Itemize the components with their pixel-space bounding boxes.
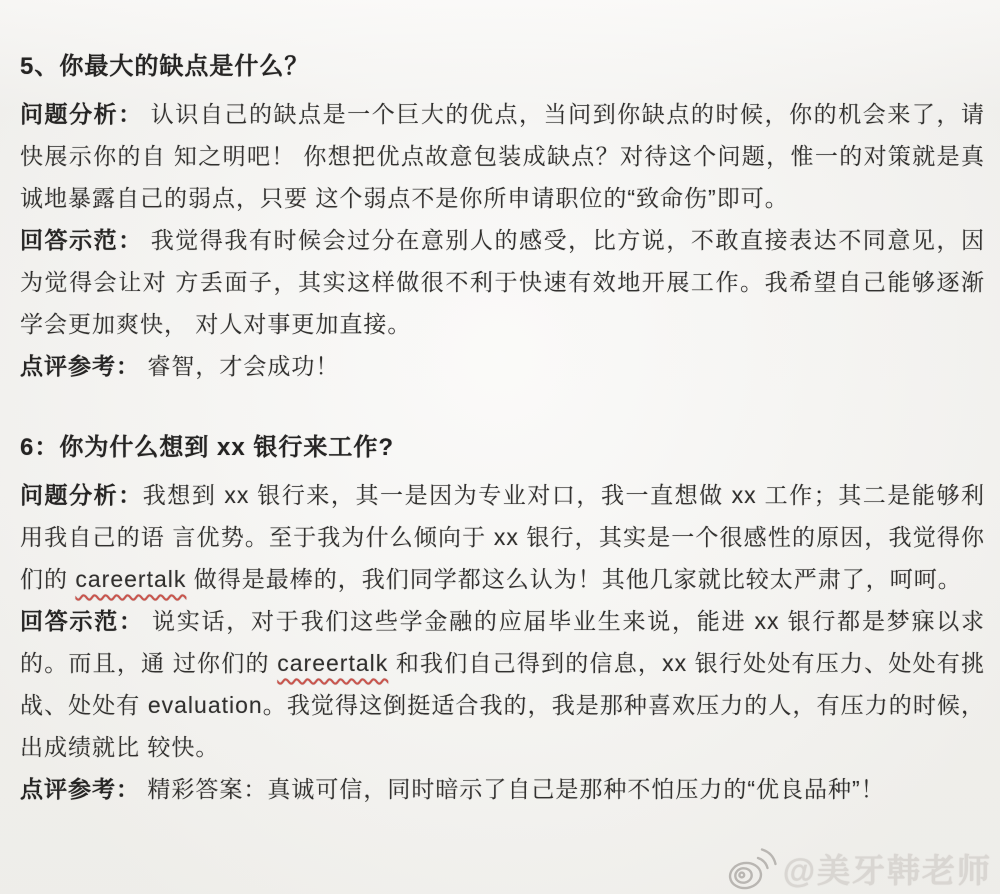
qa-section [20,52,985,387]
section-heading: 6：你为什么想到 xx 银行来工作? [20,434,395,461]
paragraph-label: 回答示范： [20,608,144,634]
spellcheck-flagged-term: careertalk [277,650,389,676]
qa-section [20,433,985,810]
paragraph [20,768,985,810]
paragraph-label: 点评参考： [20,776,140,802]
paragraph [20,345,985,387]
weibo-icon [726,844,778,892]
paragraph-label: 回答示范： [20,227,143,253]
paragraph [20,474,985,600]
watermark [726,844,992,892]
text-segment: 做得是最棒的，我们同学都这么认为！其他几家就比较太严肃了，呵呵。 [186,566,962,592]
text-segment: 我想到 xx 银行来，其一是因为专业对口，我一直想做 xx 工作；其二是能够利用我自己的语 言优势。至于我为什么倾向于 xx 银行，其实是一个很感性的原因，我觉得你们的 [20,482,985,592]
section-heading: 5、你最大的缺点是什么？ [20,53,310,80]
paragraph [20,219,985,345]
paragraph [20,93,985,219]
text-segment: 说实话，对于我们这些学金融的应届毕业生来说，能进 xx 银行都是梦寐以求的。而且，通 过你们的 [20,608,986,676]
text-segment: 认识自己的缺点是一个巨大的优点，当问到你缺点的时候，你的机会来了，请快展示你的自 知之明吧！ 你想把优点故意包装成缺点？对待这个问题，惟一的对策就是真诚地暴露自己的弱点，只要 这个弱点不是你所申请职位的“致命伤”即可。 [20,101,986,211]
text-segment: 精彩答案：真诚可信，同时暗示了自己是那种不怕压力的“优良品种”！ [140,776,885,802]
watermark-handle: @美牙韩老师 [782,851,992,889]
text-segment: 睿智，才会成功！ [140,353,340,379]
sections [20,52,985,810]
paragraph-label: 问题分析： [20,101,143,127]
spellcheck-flagged-term: careertalk [75,566,187,592]
paragraph-label: 问题分析： [20,482,143,508]
paragraph-label: 点评参考： [20,353,140,379]
text-segment: 和我们自己得到的信息，xx 银行处处有压力、处处有挑战、处处有 evaluation。我觉得这倒挺适合我的，我是那种喜欢压力的人，有压力的时候，出成绩就比 较快。 [20,650,985,760]
paragraph [20,600,985,768]
text-segment: 我觉得我有时候会过分在意别人的感受，比方说，不敢直接表达不同意见，因为觉得会让对 方丢面子，其实这样做很不利于快速有效地开展工作。我希望自己能够逐渐学会更加爽快， 对人对事更加直接。 [20,227,986,337]
